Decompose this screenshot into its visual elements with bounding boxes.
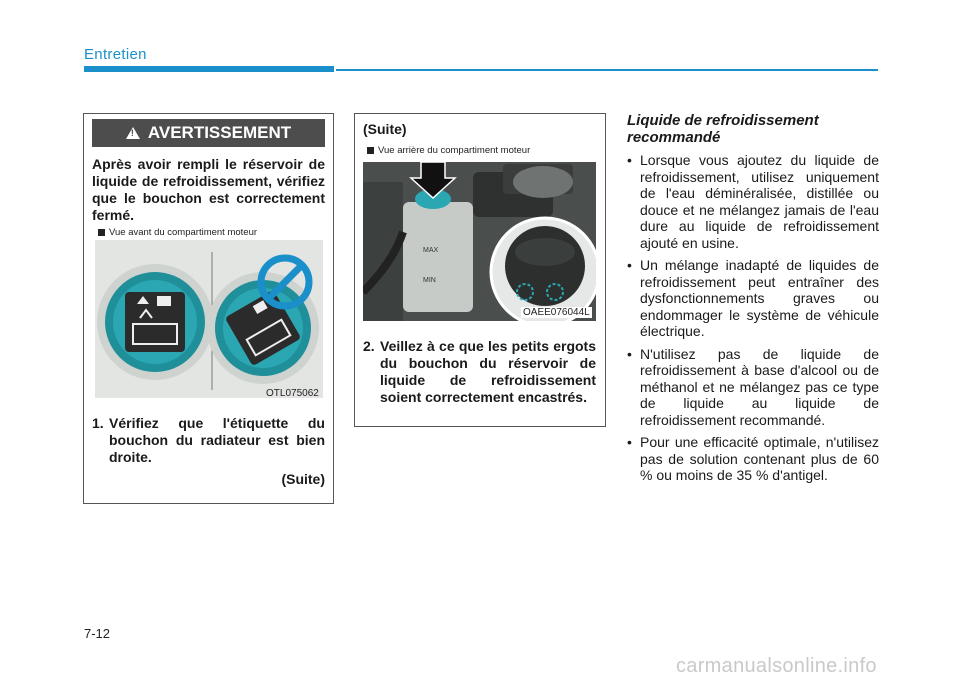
- caption-square-icon: [98, 229, 105, 236]
- radiator-cap-illustration: [95, 240, 323, 398]
- max-label: MAX: [423, 247, 439, 254]
- middle-continued-label: (Suite): [363, 121, 407, 137]
- warning-image-caption: [98, 227, 257, 238]
- step-2-text: Veillez à ce que les petits ergots du bouchon du réservoir de liquide de refroidissement soient correctement encastrés.: [380, 338, 596, 405]
- section-title: Entretien: [84, 46, 147, 63]
- step-1-number: 1.: [92, 415, 104, 431]
- caption-text: Vue arrière du compartiment moteur: [378, 145, 531, 156]
- step-2-number: 2.: [363, 338, 375, 354]
- warning-header-label: AVERTISSEMENT: [147, 123, 292, 142]
- continued-label: (Suite): [281, 471, 325, 487]
- recommended-coolant-section: [627, 112, 879, 484]
- recommended-coolant-title: Liquide de refroidissement recommandé: [627, 112, 819, 146]
- watermark: carmanualsonline.info: [676, 655, 877, 677]
- warning-triangle-icon: [126, 127, 140, 139]
- caption-square-icon: [367, 147, 374, 154]
- middle-box: [354, 113, 606, 427]
- step-1: [92, 415, 325, 466]
- middle-image-code: OAEE076044L: [523, 307, 590, 318]
- caption-text: Vue avant du compartiment moteur: [109, 227, 258, 238]
- header-rule-thin: [336, 69, 878, 71]
- min-label: MIN: [423, 277, 436, 284]
- bullet-item: • Un mélange inadapté de liquides de refroidissement peut entraîner des dysfonctionnements graves ou endommager le système de véhicule électrique.: [627, 257, 879, 340]
- warning-box: [83, 113, 334, 504]
- step-1-text: Vérifiez que l'étiquette du bouchon du radiateur est bien droite.: [109, 415, 325, 465]
- bullet-item: • Lorsque vous ajoutez du liquide de refroidissement, utilisez uniquement de l'eau déminéralisée, distillée ou douce et ne mélangez jamais de l'eau dure au liquide de refroidissement ajouté en usine.: [627, 152, 879, 251]
- middle-image-caption: [367, 145, 530, 156]
- header-rule-thick: [84, 66, 334, 72]
- warning-image-code: OTL075062: [266, 388, 319, 399]
- bullet-item: • N'utilisez pas de liquide de refroidissement à base d'alcool ou de méthanol et ne mélangez pas ce type de liquide au liquide de refroidissement recommandé.: [627, 346, 879, 429]
- warning-header: [92, 119, 325, 147]
- bullet-item: • Pour une efficacité optimale, n'utilisez pas de solution contenant plus de 60 % ou moins de 35 % d'antigel.: [627, 434, 879, 484]
- engine-compartment-photo: [363, 142, 596, 321]
- warning-text: Après avoir rempli le réservoir de liquide de refroidissement, vérifiez que le bouchon est correctement fermé.: [92, 156, 325, 223]
- step-2: [363, 338, 596, 406]
- page-number: 7-12: [84, 626, 111, 641]
